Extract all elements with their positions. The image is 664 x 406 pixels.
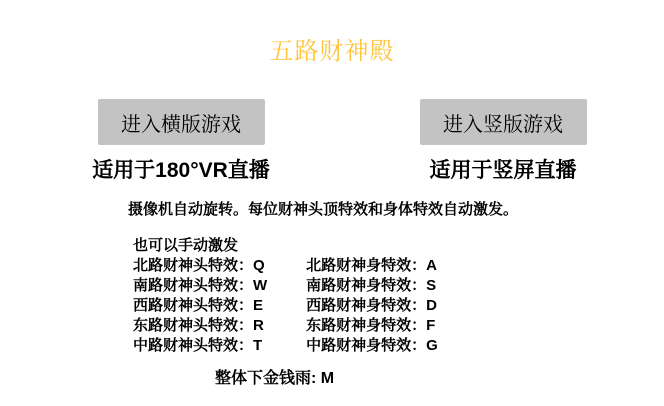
horizontal-mode-group — [58, 99, 304, 184]
body-effect-hotkey: 东路财神身特效：F — [306, 317, 436, 334]
hotkey-row — [133, 276, 438, 296]
hotkey-row — [133, 316, 438, 336]
body-effect-hotkey: 西路财神身特效：D — [306, 297, 438, 314]
body-effect-hotkey: 北路财神身特效：A — [306, 257, 438, 274]
enter-vertical-game-button[interactable]: 进入竖版游戏 — [420, 99, 587, 145]
head-effect-hotkey: 南路财神头特效：W — [133, 277, 268, 294]
head-effect-hotkey: 西路财神头特效：E — [133, 297, 264, 314]
hotkey-row — [133, 336, 438, 356]
body-effect-hotkey: 南路财神身特效：S — [306, 277, 437, 294]
hotkey-list — [133, 236, 438, 356]
body-effect-hotkey: 中路财神身特效：G — [306, 337, 438, 354]
enter-horizontal-game-button[interactable]: 进入横版游戏 — [98, 99, 265, 145]
auto-effects-description: 摄像机自动旋转。每位财神头顶特效和身体特效自动激发。 — [128, 201, 519, 218]
vertical-mode-caption: 适用于竖屏直播 — [429, 159, 577, 182]
head-effect-hotkey: 中路财神头特效：T — [133, 337, 263, 354]
money-rain-hotkey: 整体下金钱雨: M — [215, 370, 335, 387]
head-effect-hotkey: 北路财神头特效：Q — [133, 257, 265, 274]
hotkey-row — [133, 296, 438, 316]
hotkey-row — [133, 256, 438, 276]
head-effect-hotkey: 东路财神头特效：R — [133, 317, 264, 334]
manual-trigger-header: 也可以手动激发 — [133, 237, 239, 254]
page-title: 五路财神殿 — [269, 38, 395, 65]
horizontal-mode-caption: 适用于180°VR直播 — [92, 159, 270, 182]
vertical-mode-group — [380, 99, 626, 184]
